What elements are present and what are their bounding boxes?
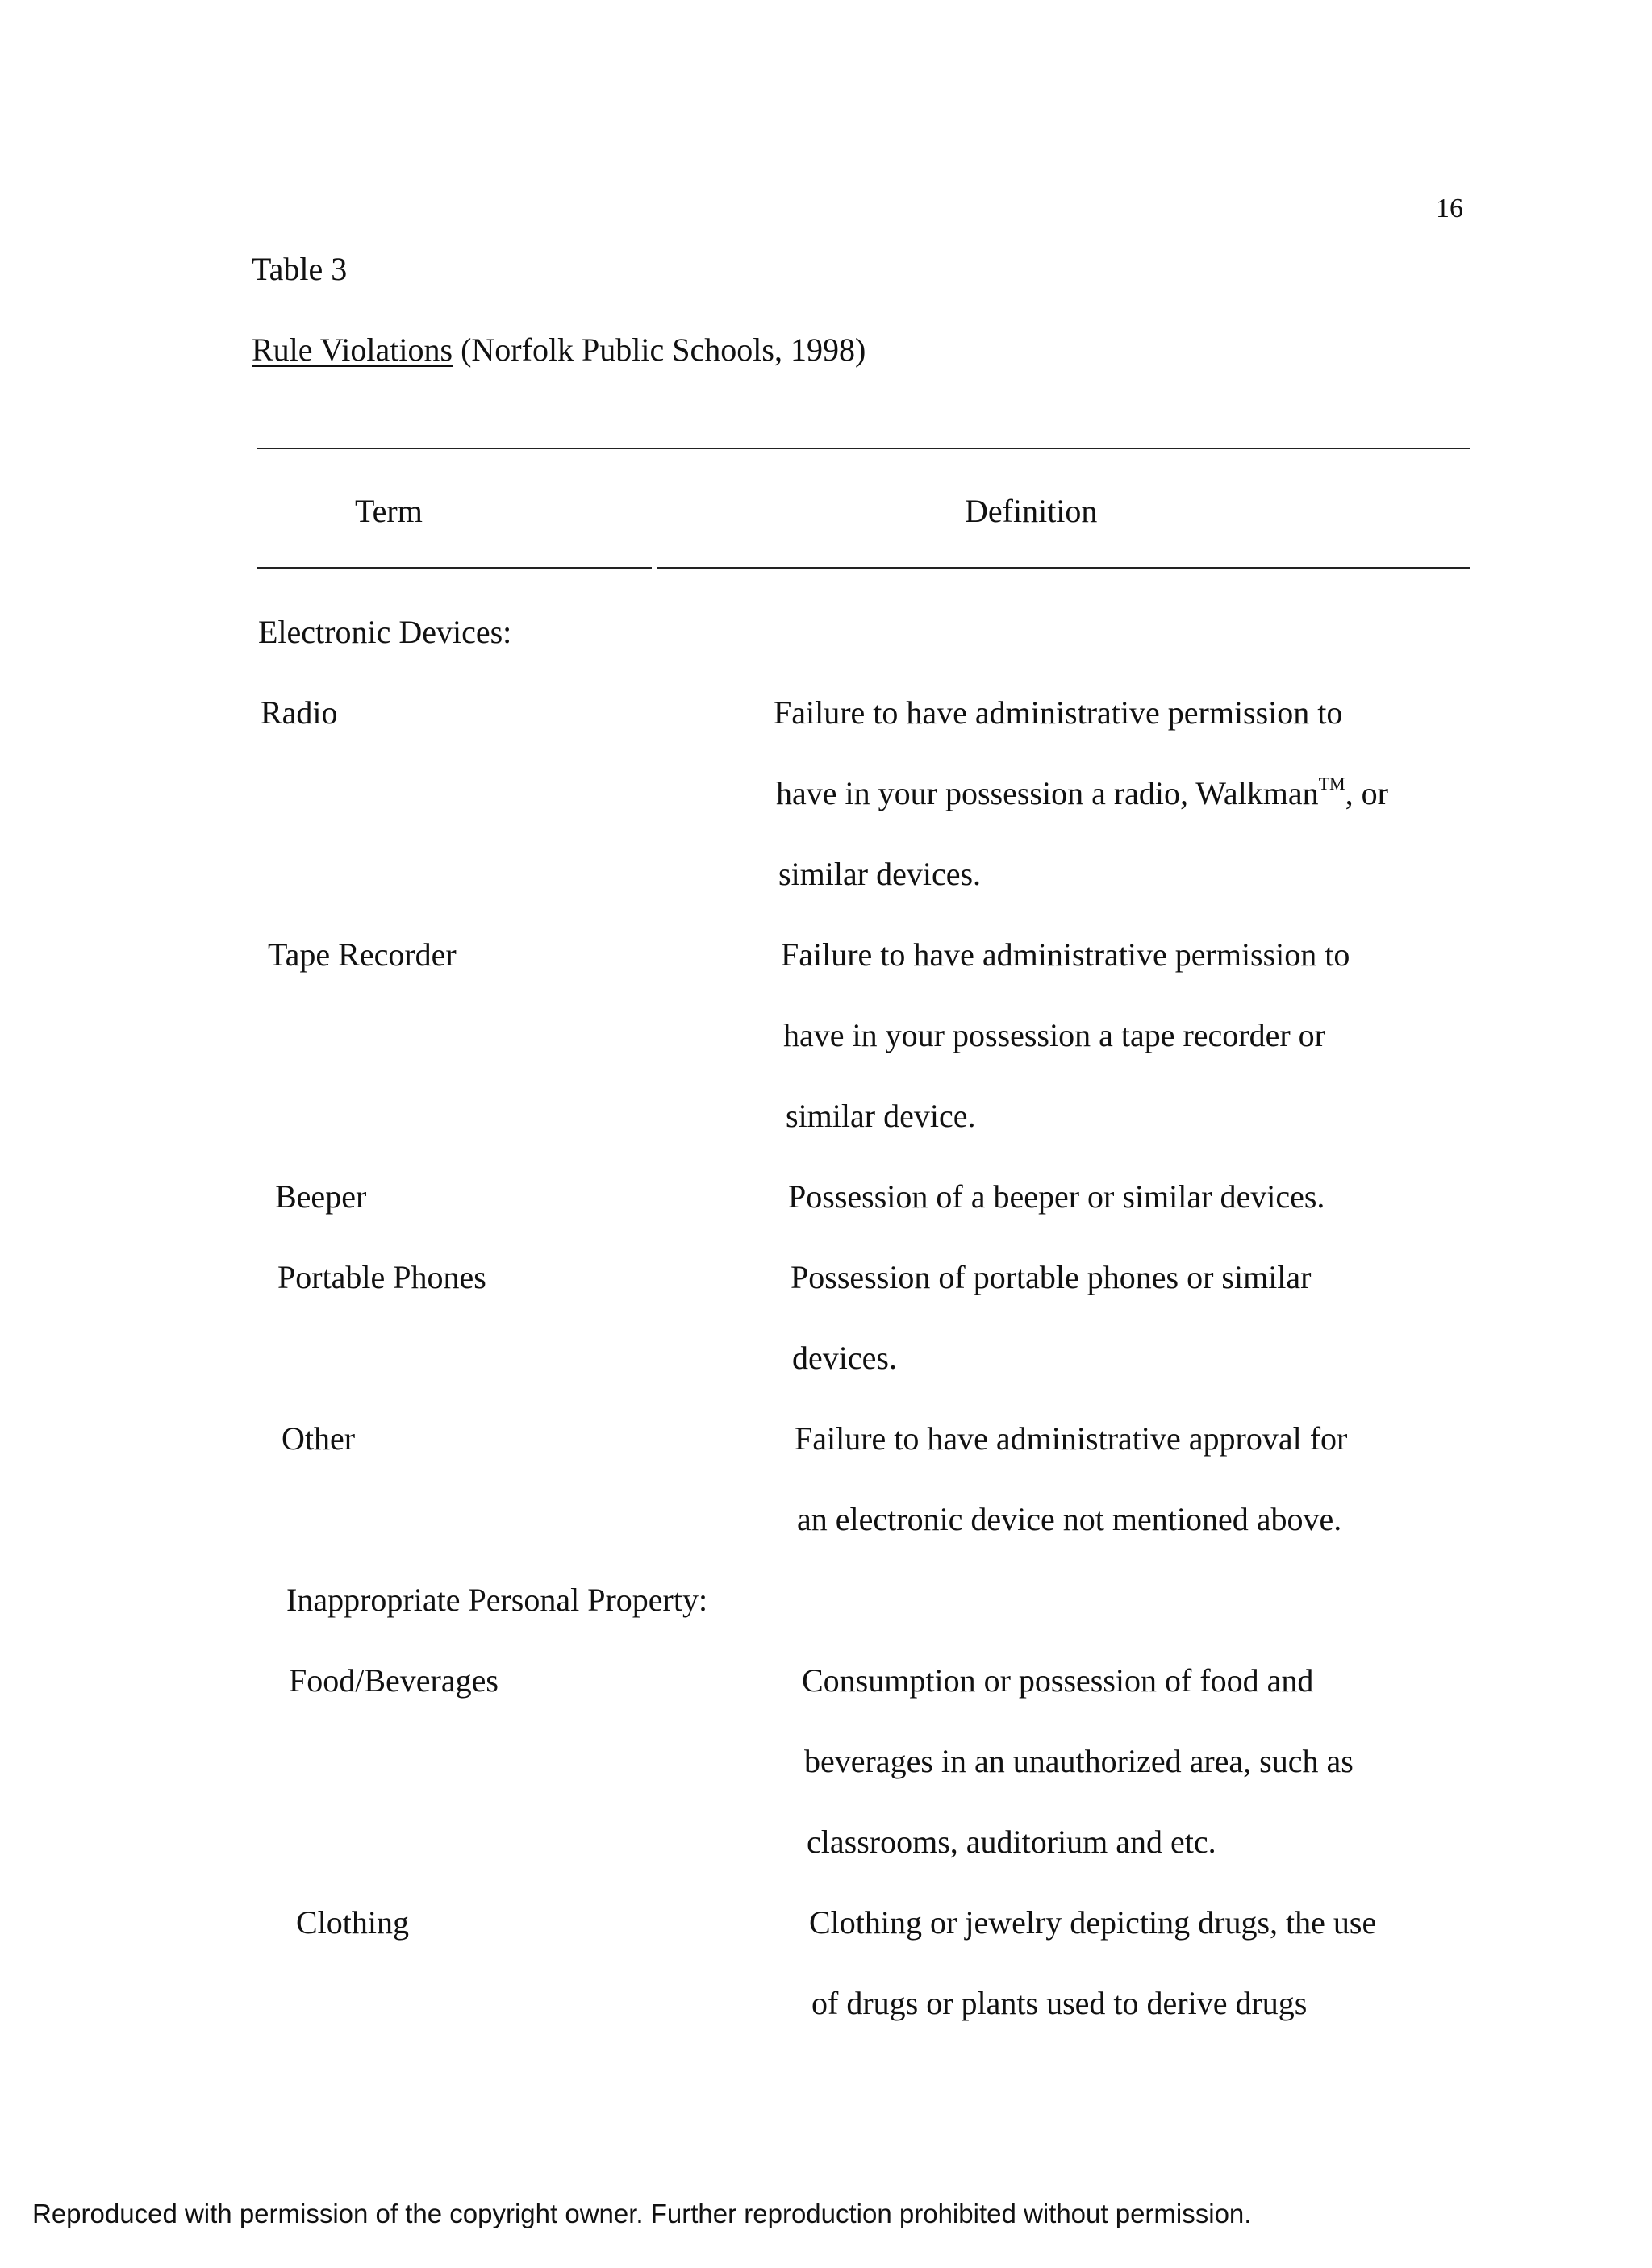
definition-line	[809, 1903, 1376, 1941]
definition-line	[776, 774, 1388, 812]
table-title-source: (Norfolk Public Schools, 1998)	[453, 331, 866, 368]
term-cell: Tape Recorder	[268, 936, 457, 973]
column-header-definition: Definition	[965, 493, 1098, 529]
term-cell: Portable Phones	[277, 1259, 486, 1295]
section-heading: Inappropriate Personal Property:	[286, 1582, 708, 1618]
definition-text: similar devices.	[778, 856, 982, 892]
definition-line	[783, 1016, 1325, 1054]
definition-text: devices.	[792, 1340, 897, 1376]
definition-text: an electronic device not mentioned above.	[797, 1501, 1342, 1537]
definition-text: similar device.	[786, 1098, 976, 1134]
definition-text: have in your possession a tape recorder or	[783, 1017, 1325, 1053]
definition-text: have in your possession a radio, Walkman	[776, 775, 1319, 811]
page-number: 16	[1436, 194, 1463, 223]
term-cell: Clothing	[296, 1904, 410, 1941]
term-cell: Food/Beverages	[289, 1662, 499, 1699]
definition-text: Failure to have administrative approval for	[795, 1420, 1348, 1457]
definition-line	[795, 1420, 1347, 1457]
copyright-footer: Reproduced with permission of the copyright owner. Further reproduction prohibited without permission.	[32, 2199, 1252, 2228]
definition-text: classrooms, auditorium and etc.	[807, 1824, 1216, 1860]
definition-line	[788, 1178, 1325, 1215]
definition-line	[807, 1823, 1216, 1861]
definition-text: beverages in an unauthorized area, such as	[804, 1743, 1354, 1779]
definition-line	[786, 1097, 975, 1135]
definition-text: Possession of a beeper or similar devices.	[788, 1178, 1325, 1215]
term-cell: Radio	[261, 694, 338, 731]
trademark-superscript: TM	[1318, 773, 1345, 794]
column-header-term: Term	[355, 493, 423, 529]
definition-line	[778, 855, 981, 893]
definition-text: Consumption or possession of food and	[802, 1662, 1314, 1699]
section-heading: Electronic Devices:	[258, 614, 512, 650]
term-cell: Other	[282, 1420, 356, 1457]
definition-text: of drugs or plants used to derive drugs	[811, 1985, 1308, 2021]
header-rule-term	[257, 567, 652, 569]
definition-text: Clothing or jewelry depicting drugs, the use	[809, 1904, 1377, 1941]
definition-line	[781, 936, 1350, 973]
term-cell: Beeper	[275, 1178, 367, 1215]
table-top-rule	[257, 448, 1470, 449]
definition-line	[804, 1742, 1354, 1780]
definition-text-tail: , or	[1345, 775, 1388, 811]
table-title-underlined: Rule Violations	[252, 331, 453, 368]
definition-text: Failure to have administrative permission to	[774, 694, 1343, 731]
definition-line	[802, 1661, 1313, 1699]
header-rule-definition	[657, 567, 1470, 569]
definition-text: Failure to have administrative permission to	[781, 936, 1350, 973]
definition-line	[811, 1984, 1307, 2022]
table-label: Table 3	[252, 251, 348, 287]
table-title	[252, 331, 866, 369]
definition-line	[774, 694, 1342, 732]
definition-line	[797, 1500, 1341, 1538]
definition-text: Possession of portable phones or similar	[791, 1259, 1312, 1295]
definition-line	[792, 1339, 897, 1377]
definition-line	[791, 1258, 1312, 1296]
